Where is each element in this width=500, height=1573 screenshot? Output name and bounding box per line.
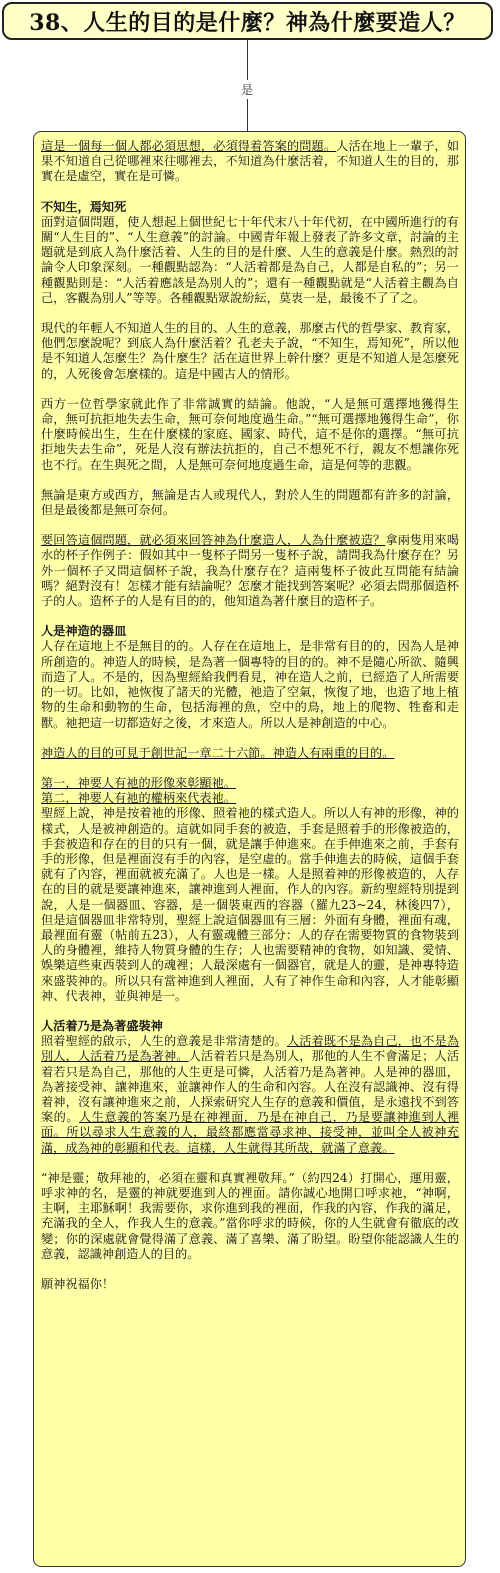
question-title-box — [2, 2, 493, 40]
paragraph-confucius: 現代的年輕人不知道人生的目的、人生的意義，那麼古代的哲學家、教育家，他們怎麼說呢？到底人為什麼活着？孔老夫子說，“不知生，焉知死”，所以他是不知道人怎麼生？為什麼生？活在這世界上幹什麼？更是不知道人是怎麼死的，人死後會怎麼樣的。這是中國古人的情形。 — [41, 321, 459, 381]
point-second: 第二，神要人有祂的權柄來代表祂。 — [41, 791, 236, 806]
question-title: 38、人生的目的是什麼？神為什麼要造人？ — [29, 9, 466, 36]
paragraph-east-west: 無論是東方或西方，無論是古人或現代人，對於人生的問題都有許多的討論，但是最後都是無可奈何。 — [41, 487, 459, 518]
paragraph-cup-example — [41, 533, 459, 609]
cup-underlined: 要回答這個問題，就必須來回答神為什麼造人，人為什麼被造？ — [41, 533, 386, 548]
cup-rest: 拿兩隻用來喝水的杯子作例子：假如其中一隻杯子問另一隻杯子說，請問我為什麼存在？另外一個杯子又問這個杯子說，我為什麼存在？這兩隻杯子彼此互問能有結論嗎？絕對沒有！怎樣才能有結論呢？怎麼才能找到答案呢？必須去問那個造杯子的人。造杯子的人是有目的的，他知道為著什麼目的造杯子。 — [41, 533, 460, 609]
meaning-d-underlined: 人生意義的答案乃是在神裡面，乃是在神自己，乃是要讓神進到人裡面。所以尋求人生意義的人，最終都應當尋求神、接受神，並叫全人被神充滿，成為神的彰顯和代表。這樣，人生就得其所哉，就滿了意義。 — [41, 1110, 460, 1155]
intro-paragraph — [41, 139, 459, 185]
intro-rest: 人活在地上一輩子，如果不知道自己從哪裡來往哪裡去，不知道為什麼活着，不知道人生的目的，那實在是虛空，實在是可憐。 — [41, 139, 460, 184]
point-first: 第一，神要人有祂的形像來彰顯祂。 — [41, 775, 236, 790]
paragraph-blessing: 願神祝福你！ — [41, 1277, 115, 1291]
paragraph-glove: 聖經上說，神是按着祂的形像、照着祂的樣式造人。所以人有神的形像，神的樣式，人是被神創造的。這就如同手套的被造，手套是照着手的形像被造的，手套被造和存在的目的只有一個，就是讓手伸進來。在手伸進來之前，手套有手的形像，但是裡面沒有手的內容，是空虛的。當手伸進去的時候，這個手套就有了內容，裡面就被充滿了。人也是一樣。人是照着神的形像被造的，人存在的目的就是要讓神進來，讓神進到人裡面，作人的內容。新約聖經特別提到說，人是一個器皿、容器，是一個裝東西的容器（羅九23~24，林後四7），但是這個器皿非常特別，聖經上說這個器皿有三層：外面有身體，裡面有魂，最裡面有靈（帖前五23），人有靈魂體三部分：人的存在需要物質的食物裝到人的身體裡，維持人物質身體的生存；人也需要精神的食物，如知識、愛情、娛樂這些東西裝到人的魂裡；人最深處有一個器官，就是人的靈，是神專特造來盛裝神的。所以只有當神進到人裡面，人有了神作生命和內容，人才能彰顯神、代表神，並與神是一。 — [41, 806, 459, 1003]
heading-know-life: 不知生，焉知死 — [41, 199, 127, 214]
paragraph-prayer: “神是靈；敬拜祂的，必須在靈和真實裡敬拜。”（約四24）打開心，運用靈，呼求神的名，是靈的神就要進到人的裡面。請你誠心地開口呼求祂，“神啊，主啊，主耶穌啊！我需要你，求你進到我的裡面，作我的內容，作我的滿足，充滿我的全人，作我人生的意義。”當你呼求的時候，你的人生就會有徹底的改變；你的深處就會覺得滿了意義、滿了喜樂、滿了盼望。盼望你能認識人生的意義，認識神創造人的目的。 — [41, 1170, 459, 1261]
edge-label-yes: 是 — [240, 80, 254, 99]
meaning-b-underlined: 人活着既不是為自己，也不是為別人，人活着乃是為著神。 — [41, 1034, 460, 1064]
paragraph-philosopher: 西方一位哲學家就此作了非常誠實的結論。他說，“人是無可選擇地獲得生命，無可抗拒地失去生命，無可奈何地度過生命。”“無可選擇地獲得生命”，你什麼時候出生，生在什麼樣的家庭、國家、時代，這不是你的選擇。“無可抗拒地失去生命”，死是人沒有辦法抗拒的，自己不想死不行，親友不想讓你死也不行。在生與死之間，人是無可奈何地度過生命，這是何等的悲觀。 — [41, 396, 459, 472]
heading-contain-god: 人活着乃是為著盛裝神 — [41, 1018, 163, 1033]
paragraph-meaning — [41, 1034, 459, 1156]
intro-underlined: 這是一個每一個人都必須思想，必須得着答案的問題。 — [41, 139, 337, 153]
paragraph-genesis: 神造人的目的可見于創世記一章二十六節。神造人有兩重的目的。 — [41, 745, 395, 760]
paragraph-discussion: 面對這個問題，使人想起上個世紀七十年代末八十年代初，在中國所進行的有關“人生目的”、“人生意義”的討論。中國青年報上發表了許多文章，討論的主題就是到底人為什麼活着、人生的目的是什麼、人生的意義是什麼。熱烈的討論令人印象深刻。一種觀點認為：“人活着都是為自己，人都是自私的”；另一種觀點則是：“人活着應該是為別人的”；還有一種觀點就是“人活着主觀為自己，客觀為別人”等等。各種觀點眾說紛紜，莫衷一是，最後不了了之。 — [41, 214, 459, 305]
meaning-c: 人活着若只是為別人，那他的人生不會滿足；人活着若只是為自己，那他的人生更是可憐，人活着乃是為著神。人是神的器皿，為著接受神、讓神進來，並讓神作人的生命和內容。人在沒有認識神、沒有得着神，沒有讓神進來之前，人探索研究人生存的意義和價值，是永遠找不到答案的。 — [41, 1049, 460, 1125]
heading-vessel: 人是神造的器皿 — [41, 624, 127, 639]
paragraph-purpose: 人存在這地上不是無目的的。人存在在這地上，是非常有目的的，因為人是神所創造的。神造人的時候，是為著一個專特的目的的。神不是隨心所欲、隨興而造了人。不是的，因為聖經給我們看見，神在造人之前，已經造了人所需要的一切。比如，祂恢復了諸天的光體，祂造了空氣，恢復了地，也造了地上植物的生命和動物的生命，包括海裡的魚，空中的鳥，地上的爬物、牲畜和走獸。祂把這一切都造好之後，才來造人。所以人是神創造的中心。 — [41, 639, 459, 730]
answer-box — [33, 131, 466, 1567]
meaning-a: 照着聖經的啟示，人生的意義是非常清楚的。 — [41, 1034, 287, 1049]
